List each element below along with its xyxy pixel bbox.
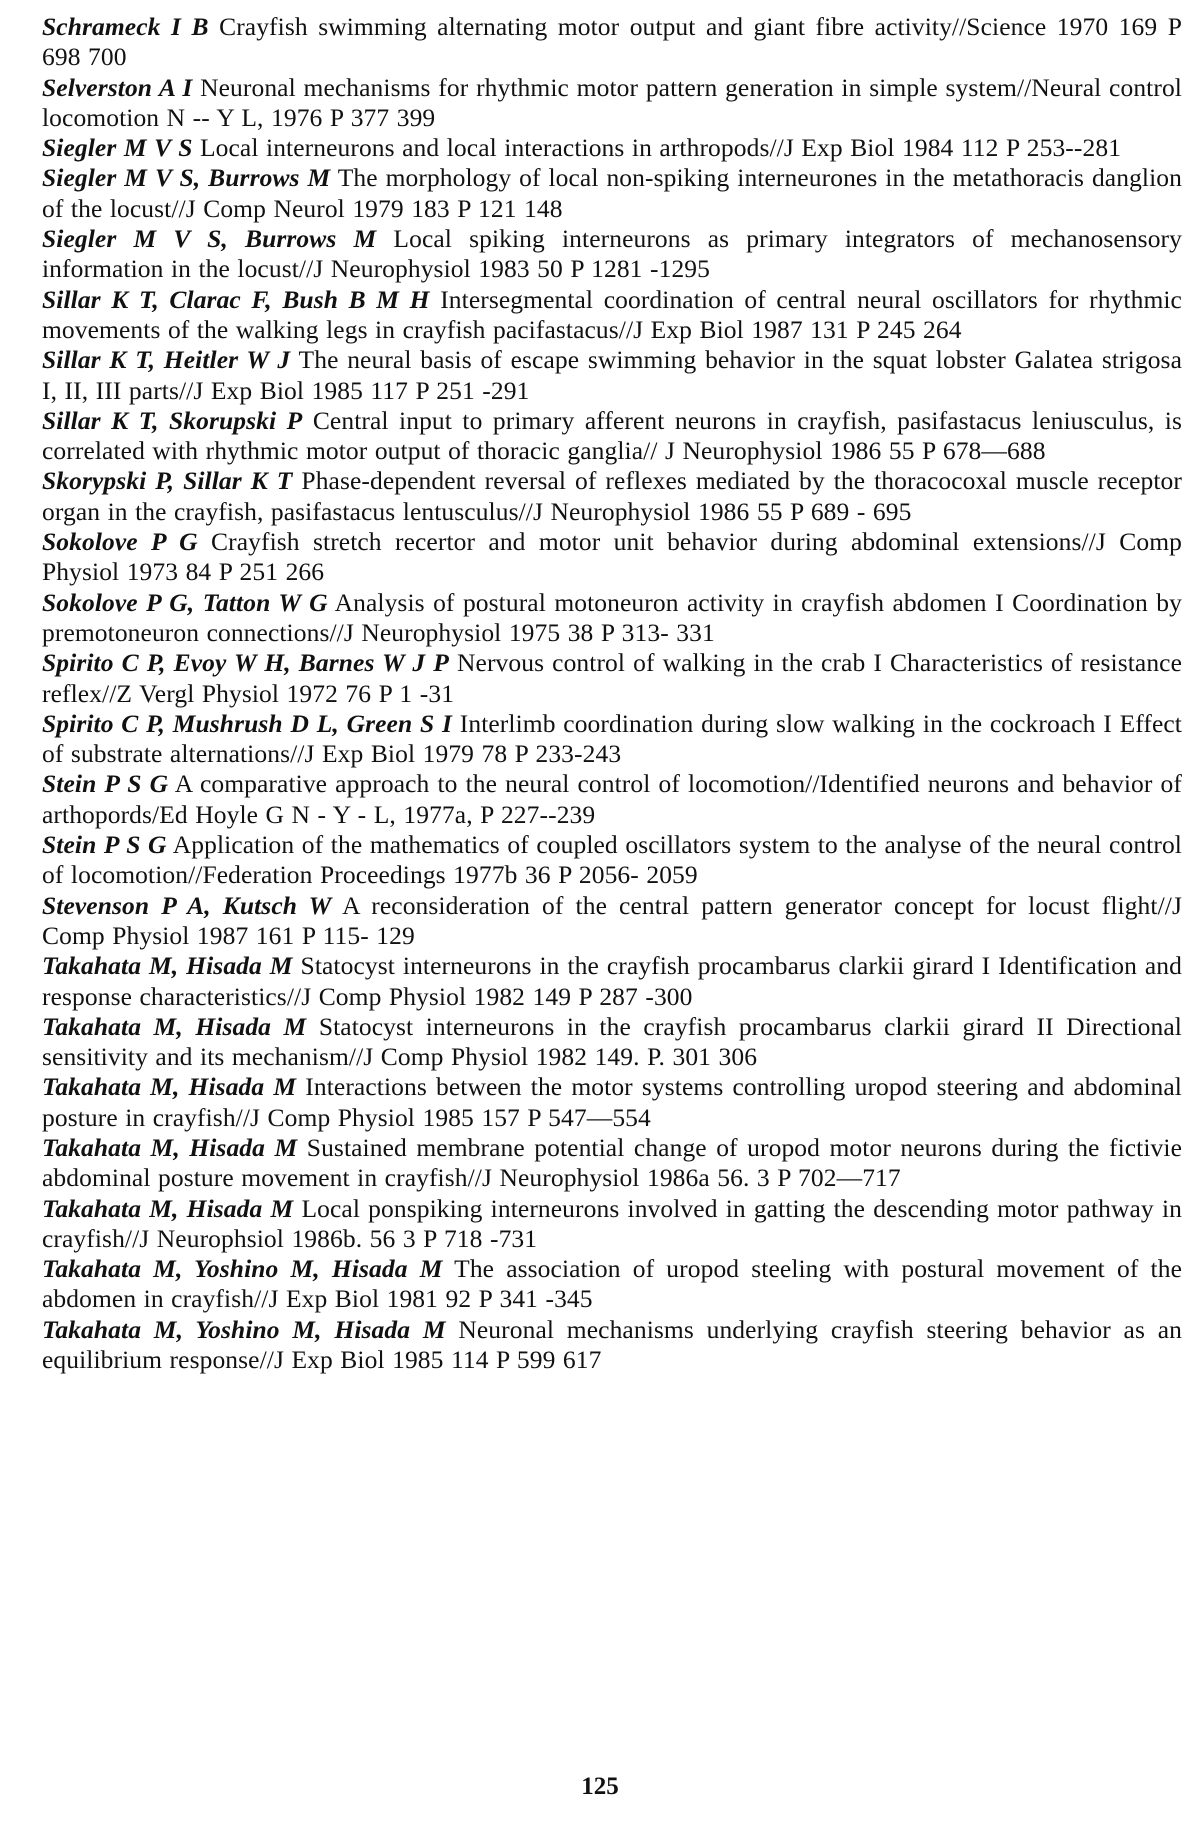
reference-entry [42, 285, 1182, 346]
reference-authors: Takahata M, Hisada M [42, 1193, 294, 1223]
reference-text: Intersegmental coordination of central neural oscillators for rhythmic movements of the walking legs in crayfish pacifastacus//J Exp Biol 1987 131 P 245 264 [42, 284, 1182, 344]
reference-entry [42, 406, 1182, 467]
reference-authors: Stein P S G [42, 830, 167, 860]
reference-authors: Takahata M, Yoshino M, Hisada M [42, 1254, 443, 1284]
reference-entry [42, 951, 1182, 1012]
reference-authors: Selverston A I [42, 72, 193, 102]
reference-entry [42, 345, 1182, 406]
reference-text: Application of the mathematics of coupled oscillators system to the analyse of the neural control of locomotion//Federation Proceedings 1977b 36 P 2056- 2059 [42, 830, 1182, 890]
reference-entry [42, 709, 1182, 770]
reference-text: Neuronal mechanisms underlying crayfish steering behavior as an equilibrium response//J Exp Biol 1985 114 P 599 617 [42, 1314, 1182, 1375]
reference-entry [42, 891, 1182, 952]
reference-text: Local interneurons and local interactions in arthropods//J Exp Biol 1984 112 P 253--281 [199, 133, 1122, 163]
reference-text: Nervous control of walking in the crab I Characteristics of resistance reflex//Z Vergl Physiol 1972 76 P 1 -31 [42, 648, 1183, 708]
reference-authors: Siegler M V S, Burrows M [42, 163, 331, 193]
reference-text: Sustained membrane potential change of uropod motor neurons during the fictivie abdominal posture movement in crayfish//J Neurophysiol 1986a 56. 3 P 702—717 [42, 1132, 1182, 1193]
reference-text: The morphology of local non-spiking interneurones in the metathoracis danglion of the locust//J Comp Neurol 1979 183 P 121 148 [42, 163, 1182, 223]
reference-text: Neuronal mechanisms for rhythmic motor pattern generation in simple system//Neural control locomotion N -- Y L, 1976 P 377 399 [42, 72, 1182, 132]
reference-text: Crayfish stretch recertor and motor unit behavior during abdominal extensions//J Comp Physiol 1973 84 P 251 266 [42, 527, 1182, 587]
reference-authors: Spirito C P, Mushrush D L, Green S I [42, 708, 453, 738]
reference-entry [42, 1254, 1182, 1315]
reference-entry [42, 1072, 1182, 1133]
reference-text: The association of uropod steeling with postural movement of the abdomen in crayfish//J Exp Biol 1981 92 P 341 -345 [42, 1254, 1183, 1314]
reference-entry [42, 224, 1182, 285]
reference-authors: Takahata M, Yoshino M, Hisada M [42, 1314, 446, 1344]
reference-authors: Takahata M, Hisada M [42, 951, 293, 981]
reference-authors: Takahata M, Hisada M [42, 1011, 307, 1041]
reference-authors: Stein P S G [42, 769, 169, 799]
reference-text: The neural basis of escape swimming behavior in the squat lobster Galatea strigosa I, II, III parts//J Exp Biol 1985 117 P 251 -291 [42, 345, 1182, 405]
reference-authors: Sokolove P G, Tatton W G [42, 587, 328, 617]
reference-entry [42, 1315, 1182, 1376]
reference-text: Statocyst interneurons in the crayfish procambarus clarkii girard I Identification and response characteristics//J Comp Physiol 1982 149 P 287 -300 [42, 951, 1182, 1011]
reference-authors: Schrameck I B [42, 12, 209, 41]
reference-entry [42, 527, 1182, 588]
reference-text: Local spiking interneurons as primary integrators of mechanosensory information in the locust//J Neurophysiol 1983 50 P 1281 -1295 [42, 224, 1182, 284]
reference-authors: Sillar K T, Heitler W J [42, 345, 291, 375]
reference-authors: Skorypski P, Sillar K T [42, 466, 293, 496]
reference-entry [42, 1133, 1182, 1194]
reference-entry [42, 1194, 1182, 1255]
reference-entry [42, 466, 1182, 527]
reference-entry [42, 830, 1182, 891]
reference-text: Crayfish swimming alternating motor output and giant fibre activity//Science 1970 169 P 698 700 [42, 12, 1182, 72]
reference-authors: Sokolove P G [42, 527, 198, 557]
reference-text: Statocyst interneurons in the crayfish procambarus clarkii girard II Directional sensitivity and its mechanism//J Comp Physiol 1982 149. P. 301 306 [42, 1011, 1182, 1072]
reference-page [42, 12, 1182, 1375]
reference-entry [42, 588, 1182, 649]
reference-list [42, 12, 1182, 1375]
page-number: 125 [581, 1773, 619, 1800]
reference-entry [42, 1012, 1182, 1073]
reference-authors: Takahata M, Hisada M [42, 1072, 297, 1102]
reference-entry [42, 163, 1182, 224]
reference-entry [42, 73, 1182, 134]
reference-authors: Takahata M, Hisada M [42, 1132, 298, 1162]
reference-text: Central input to primary afferent neurons in crayfish, pasifastacus leniusculus, is correlated with rhythmic motor output of thoracic ganglia// J Neurophysiol 1986 55 P 678—688 [42, 405, 1182, 466]
reference-entry [42, 133, 1182, 163]
reference-entry [42, 769, 1182, 830]
reference-authors: Sillar K T, Skorupski P [42, 405, 303, 435]
reference-entry [42, 12, 1182, 73]
reference-authors: Siegler M V S, Burrows M [42, 224, 377, 254]
reference-text: Interactions between the motor systems controlling uropod steering and abdominal posture in crayfish//J Comp Physiol 1985 157 P 547—554 [42, 1072, 1182, 1132]
reference-authors: Stevenson P A, Kutsch W [42, 890, 332, 920]
reference-authors: Siegler M V S [42, 133, 193, 163]
reference-text: Phase-dependent reversal of reflexes mediated by the thoracocoxal muscle receptor organ in the crayfish, pasifastacus lentusculus//J Neurophysiol 1986 55 P 689 - 695 [42, 466, 1183, 526]
reference-entry [42, 648, 1182, 709]
reference-text: Analysis of postural motoneuron activity in crayfish abdomen I Coordination by premotoneuron connections//J Neurophysiol 1975 38 P 313- 331 [42, 587, 1182, 647]
reference-text: Local ponspiking interneurons involved in gatting the descending motor pathway in crayfish//J Neurophsiol 1986b. 56 3 P 718 -731 [42, 1193, 1182, 1253]
reference-text: A comparative approach to the neural control of locomotion//Identified neurons and behavior of arthopords/Ed Hoyle G N - Y - L, 1977a, P 227--239 [42, 769, 1182, 829]
reference-text: A reconsideration of the central pattern generator concept for locust flight//J Comp Physiol 1987 161 P 115- 129 [42, 890, 1182, 950]
reference-text: Interlimb coordination during slow walking in the cockroach I Effect of substrate alternations//J Exp Biol 1979 78 P 233-243 [42, 708, 1182, 769]
reference-authors: Spirito C P, Evoy W H, Barnes W J P [42, 648, 449, 678]
reference-authors: Sillar K T, Clarac F, Bush B M H [42, 284, 430, 314]
